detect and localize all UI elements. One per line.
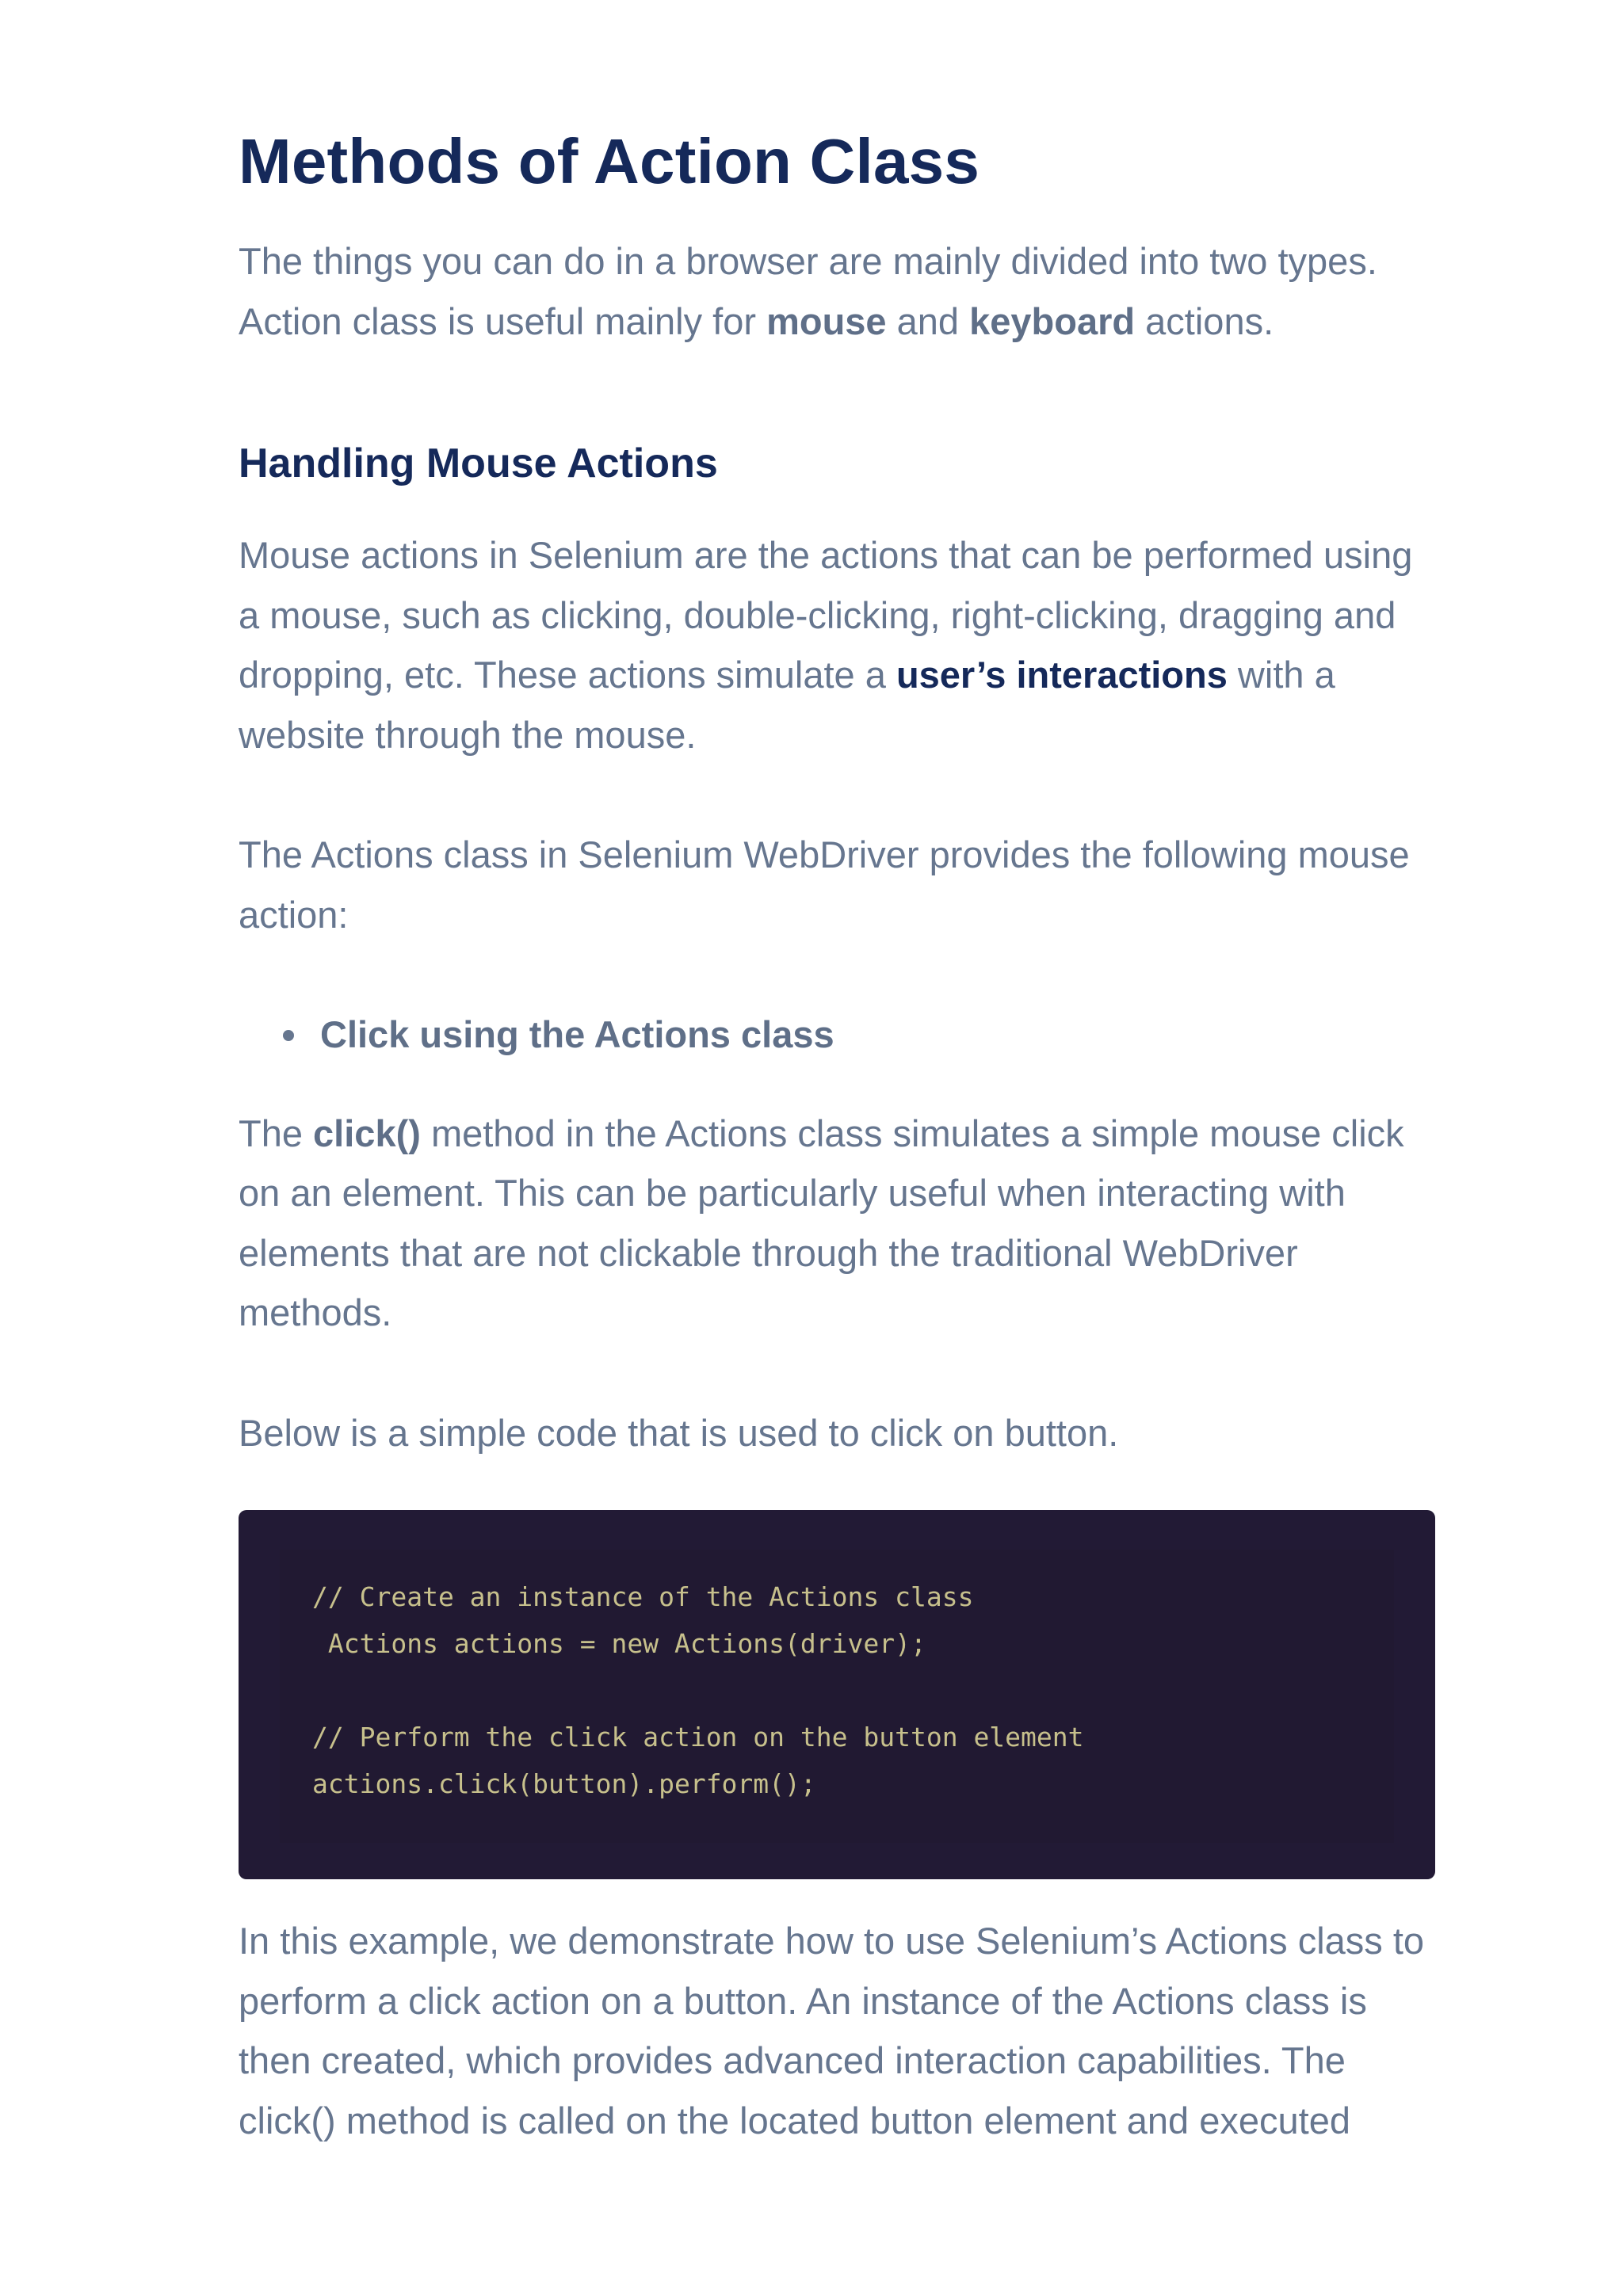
code-line: // Create an instance of the Actions class <box>312 1581 974 1612</box>
mouse-para-bold: user’s interactions <box>896 654 1228 696</box>
intro-bold-mouse: mouse <box>766 299 887 342</box>
intro-pre: Action class is useful mainly for <box>239 299 767 342</box>
mouse-para-pre: Mouse actions in Selenium are the actions that can be performed using a mouse, such as clicking, double-clicking, right-clicking, dragging and dropping, etc. These actions simulate a <box>239 534 1413 696</box>
list-item <box>320 1005 1435 1065</box>
bullet-dot-icon <box>283 1030 294 1041</box>
code-lines <box>312 1573 1435 1807</box>
code-line: Actions actions = new Actions(driver); <box>312 1628 926 1659</box>
code-intro-paragraph: Below is a simple code that is used to click on button. <box>239 1411 1119 1454</box>
bullet-text: Click using the Actions class <box>320 1013 834 1055</box>
mouse-para-post: with a website through the mouse. <box>239 654 1335 756</box>
page-title: Methods of Action Class <box>239 126 980 196</box>
click-para-post: method in the Actions class simulates a simple mouse click on an element. This can be particularly useful when interacting with elements that are not clickable through the traditional WebDriver methods. <box>239 1112 1404 1333</box>
click-para-bold: click() <box>313 1112 421 1154</box>
section-heading: Handling Mouse Actions <box>239 441 718 486</box>
code-line: // Perform the click action on the button element <box>312 1722 1084 1753</box>
intro-paragraph <box>239 231 1435 351</box>
code-line: actions.click(button).perform(); <box>312 1768 816 1799</box>
code-line <box>312 1667 1435 1714</box>
article-content <box>239 119 1435 2150</box>
actions-class-paragraph: The Actions class in Selenium WebDriver provides the following mouse action: <box>239 833 1410 936</box>
intro-mid: and <box>886 299 970 342</box>
mouse-actions-paragraph <box>239 525 1435 765</box>
bullet-list <box>239 1005 1435 1065</box>
click-method-paragraph <box>239 1104 1435 1343</box>
intro-post: actions. <box>1135 299 1274 342</box>
example-explanation-paragraph: In this example, we demonstrate how to use Selenium’s Actions class to perform a click action on a button. An instance of the Actions class is then created, which provides advanced interaction capabilities. The click() method is called on the located button element and executed <box>239 1920 1425 2142</box>
code-block[interactable] <box>239 1510 1435 1879</box>
intro-bold-keyboard: keyboard <box>969 299 1136 342</box>
intro-line-1: The things you can do in a browser are mainly divided into two types. <box>239 240 1377 282</box>
click-para-pre: The <box>239 1112 314 1154</box>
